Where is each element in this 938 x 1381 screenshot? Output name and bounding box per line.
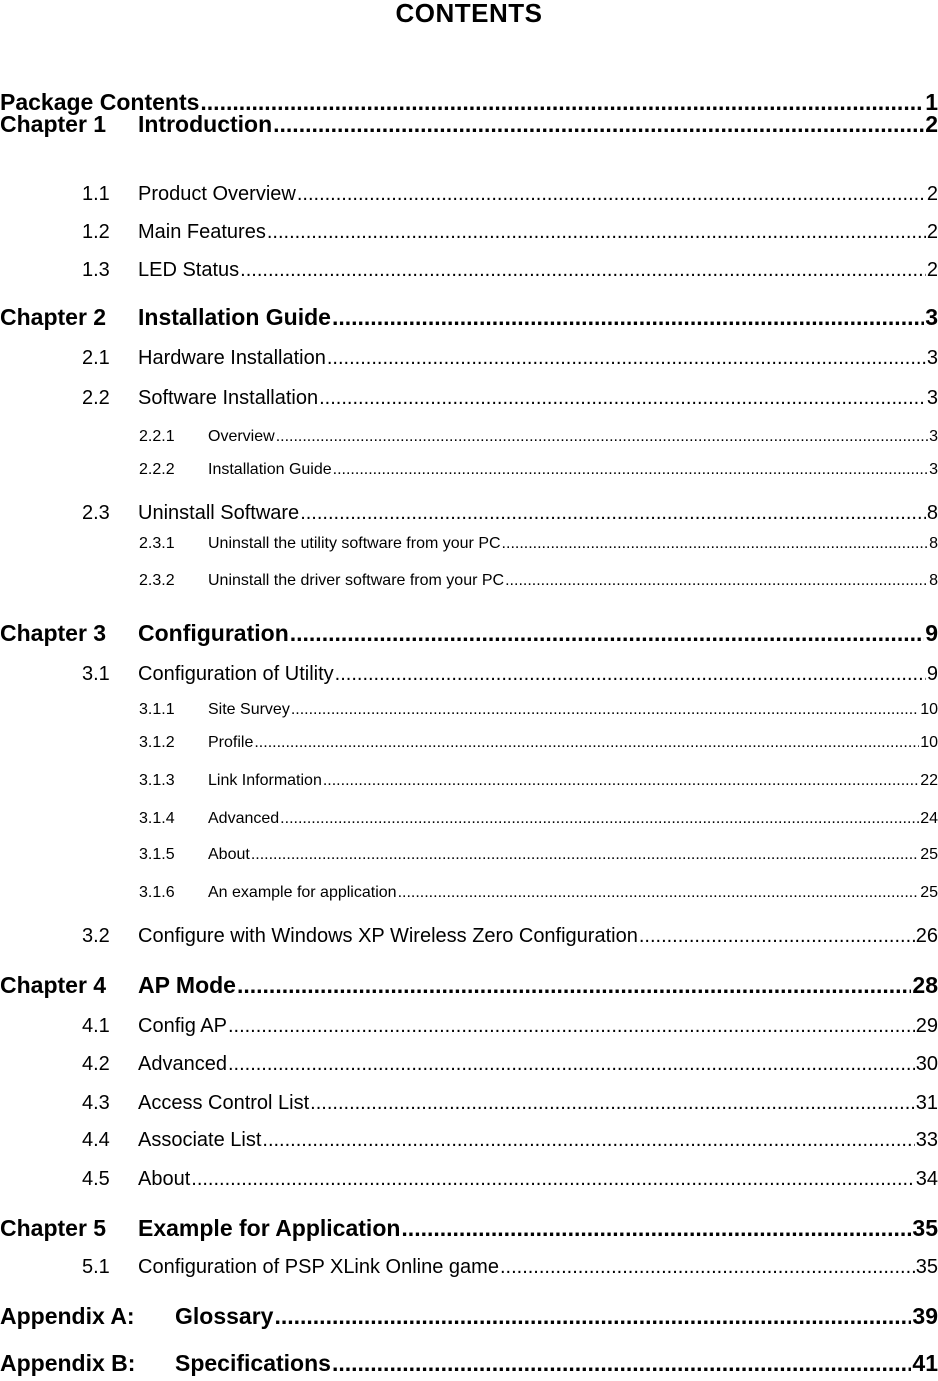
dot-leader [323,772,919,790]
toc-entry [139,424,938,446]
toc-entry-number: Appendix A: [0,1303,135,1329]
toc-entry-title: Associate List [138,1129,262,1151]
toc-entry [0,303,938,331]
toc-entry-number: Appendix B: [0,1350,136,1376]
toc-entry-title: Config AP [138,1015,227,1037]
toc-entry-title: Installation Guide [138,304,331,330]
dot-leader [401,1215,911,1242]
toc-entry-title: Configure with Windows XP Wireless Zero Configuration [138,925,638,947]
toc-entry [82,1089,938,1115]
toc-entry-number: 4.2 [82,1053,110,1075]
toc-entry-title: Overview [208,428,275,445]
toc-entry-page: 24 [920,810,938,827]
toc-entry-title: About [138,1168,191,1190]
toc-entry-number: 4.4 [82,1129,110,1151]
dot-leader [333,461,928,479]
dot-leader [502,535,929,553]
toc-entry-page: 39 [912,1303,938,1329]
dot-leader [335,663,926,686]
toc-entry-page: 41 [912,1350,938,1376]
toc-entry [82,218,938,244]
toc-entry-title: Example for Application [138,1215,401,1241]
toc-entry [139,880,938,902]
toc-entry-number: 3.1.5 [139,846,175,863]
toc-entry-title: Hardware Installation [138,347,326,369]
toc-entry-number: Chapter 1 [0,111,107,137]
toc-entry-number: 3.1.4 [139,810,175,827]
toc-entry-number: 1.2 [82,221,110,243]
toc-entry [139,768,938,790]
toc-entry-title: Software Installation [138,387,319,409]
toc-entry-title: Configuration [138,620,289,646]
dot-leader [398,884,920,902]
toc-entry-title: LED Status [138,259,240,281]
toc-entry [139,730,938,752]
toc-entry-page: 35 [915,1256,938,1278]
toc-entry [82,1253,938,1279]
toc-entry-page: 2 [926,221,938,243]
toc-entry-page: 10 [920,701,938,718]
toc-entry-title: Advanced [138,1053,227,1075]
toc-entry-page: 31 [915,1092,938,1114]
toc-entry-number: Chapter 5 [0,1215,107,1241]
toc-entry-title: Uninstall Software [138,502,300,524]
toc-entry [0,619,938,647]
dot-leader [319,387,926,410]
toc-entry-number: 1.3 [82,259,110,281]
dot-leader [639,925,915,948]
dot-leader [505,572,928,590]
toc-entry-number: 3.1.3 [139,772,175,789]
toc-entry-page: 3 [925,304,938,330]
toc-entry [82,344,938,370]
toc-entry [82,1126,938,1152]
toc-entry-page: 3 [926,387,938,409]
toc-entry-number: 2.3.1 [139,535,175,552]
toc-entry [139,568,938,590]
toc-entry-title: Main Features [138,221,266,243]
toc-entry-number: Chapter 2 [0,304,107,330]
toc-entry-number: 1.1 [82,183,110,205]
toc-entry [82,922,938,948]
toc-entry-page: 3 [929,461,938,478]
toc-entry-number: 2.3.2 [139,572,175,589]
toc-entry-page: 10 [920,734,938,751]
toc-entry-page: 8 [926,502,938,524]
dot-leader [228,1053,915,1076]
toc-entry-page: 9 [925,620,938,646]
dot-leader [297,183,926,206]
dot-leader [276,428,928,446]
toc-entry [0,971,938,999]
toc-entry-title: Link Information [208,772,322,789]
dot-leader [262,1129,914,1152]
toc-entry-title: Glossary [175,1303,274,1329]
toc-entry [82,180,938,206]
toc-entry [139,531,938,553]
toc-entry [82,1012,938,1038]
toc-entry-page: 35 [912,1215,938,1241]
toc-entry-page: 8 [929,572,938,589]
dot-leader [327,347,926,370]
toc-entry-title: Access Control List [138,1092,310,1114]
toc-entry-number: Chapter 4 [0,972,107,998]
toc-entry-number: 4.3 [82,1092,110,1114]
toc-entry-page: 2 [926,259,938,281]
toc-entry [82,384,938,410]
dot-leader [273,111,924,138]
toc-entry-page: 22 [920,772,938,789]
toc-entry-page: 34 [915,1168,938,1190]
toc-entry [82,1050,938,1076]
toc-entry-page: 2 [926,183,938,205]
dot-leader [228,1015,915,1038]
dot-leader [332,304,924,331]
toc-entry [0,1349,938,1377]
toc-entry [82,660,938,686]
toc-entry-title: An example for application [208,884,397,901]
dot-leader [254,734,919,752]
toc-entry-title: Profile [208,734,254,751]
toc-entry-page: 2 [925,111,938,137]
dot-leader [291,701,919,719]
toc-entry-title: Installation Guide [208,461,332,478]
dot-leader [240,259,926,282]
toc-entry [0,1302,938,1330]
toc-entry-page: 9 [926,663,938,685]
toc-entry [82,499,938,525]
toc-entry-number: Chapter 3 [0,620,107,646]
toc-entry-title: Introduction [138,111,273,137]
dot-leader [300,502,926,525]
toc-entry-title: Package Contents [0,89,200,115]
dot-leader [500,1256,915,1279]
toc-entry-page: 3 [929,428,938,445]
toc-entry-title: Uninstall the driver software from your PC [208,572,505,589]
dot-leader [237,972,911,999]
dot-leader [332,1350,911,1377]
toc-entry-title: Configuration of PSP XLink Online game [138,1256,499,1278]
toc-entry-number: 2.2.1 [139,428,175,445]
toc-entry-title: Site Survey [208,701,290,718]
toc-entry-page: 29 [915,1015,938,1037]
toc-entry-number: 3.1.6 [139,884,175,901]
toc-entry-number: 3.1 [82,663,110,685]
toc-entry-number: 2.1 [82,347,110,369]
toc-entry-number: 2.2 [82,387,110,409]
toc-entry-title: Configuration of Utility [138,663,334,685]
toc-entry-title: Specifications [175,1350,331,1376]
toc-entry [0,110,938,138]
toc-entry-page: 1 [925,89,938,115]
toc-entry-number: 3.2 [82,925,110,947]
toc-entry-number: 5.1 [82,1256,110,1278]
toc-entry-number: 4.5 [82,1168,110,1190]
toc-entry-number: 2.3 [82,502,110,524]
toc-entry-title: About [208,846,250,863]
dot-leader [310,1092,915,1115]
toc-entry-title: Uninstall the utility software from your PC [208,535,501,552]
toc-entry-number: 2.2.2 [139,461,175,478]
toc-entry-number: 3.1.2 [139,734,175,751]
toc-entry [139,806,938,828]
toc-entry [82,1165,938,1191]
page-title: CONTENTS [395,0,543,28]
dot-leader [290,620,924,647]
toc-entry-title: Product Overview [138,183,296,205]
dot-leader [191,1168,914,1191]
toc-entry-page: 28 [912,972,938,998]
dot-leader [267,221,926,244]
toc-entry [139,697,938,719]
toc-entry-page: 33 [915,1129,938,1151]
dot-leader [251,846,919,864]
toc-entry-page: 26 [915,925,938,947]
toc-entry-number: 3.1.1 [139,701,175,718]
toc-entry-title: Advanced [208,810,280,827]
toc-entry-page: 25 [920,846,938,863]
dot-leader [280,810,919,828]
toc-entry-page: 3 [926,347,938,369]
dot-leader [274,1303,911,1330]
toc-entry [82,256,938,282]
toc-entry-page: 8 [929,535,938,552]
toc-entry-title: AP Mode [138,972,236,998]
toc-entry-page: 25 [920,884,938,901]
toc-entry-page: 30 [915,1053,938,1075]
toc-entry [0,1214,938,1242]
toc-entry-number: 4.1 [82,1015,110,1037]
toc-entry [139,457,938,479]
toc-entry [139,842,938,864]
